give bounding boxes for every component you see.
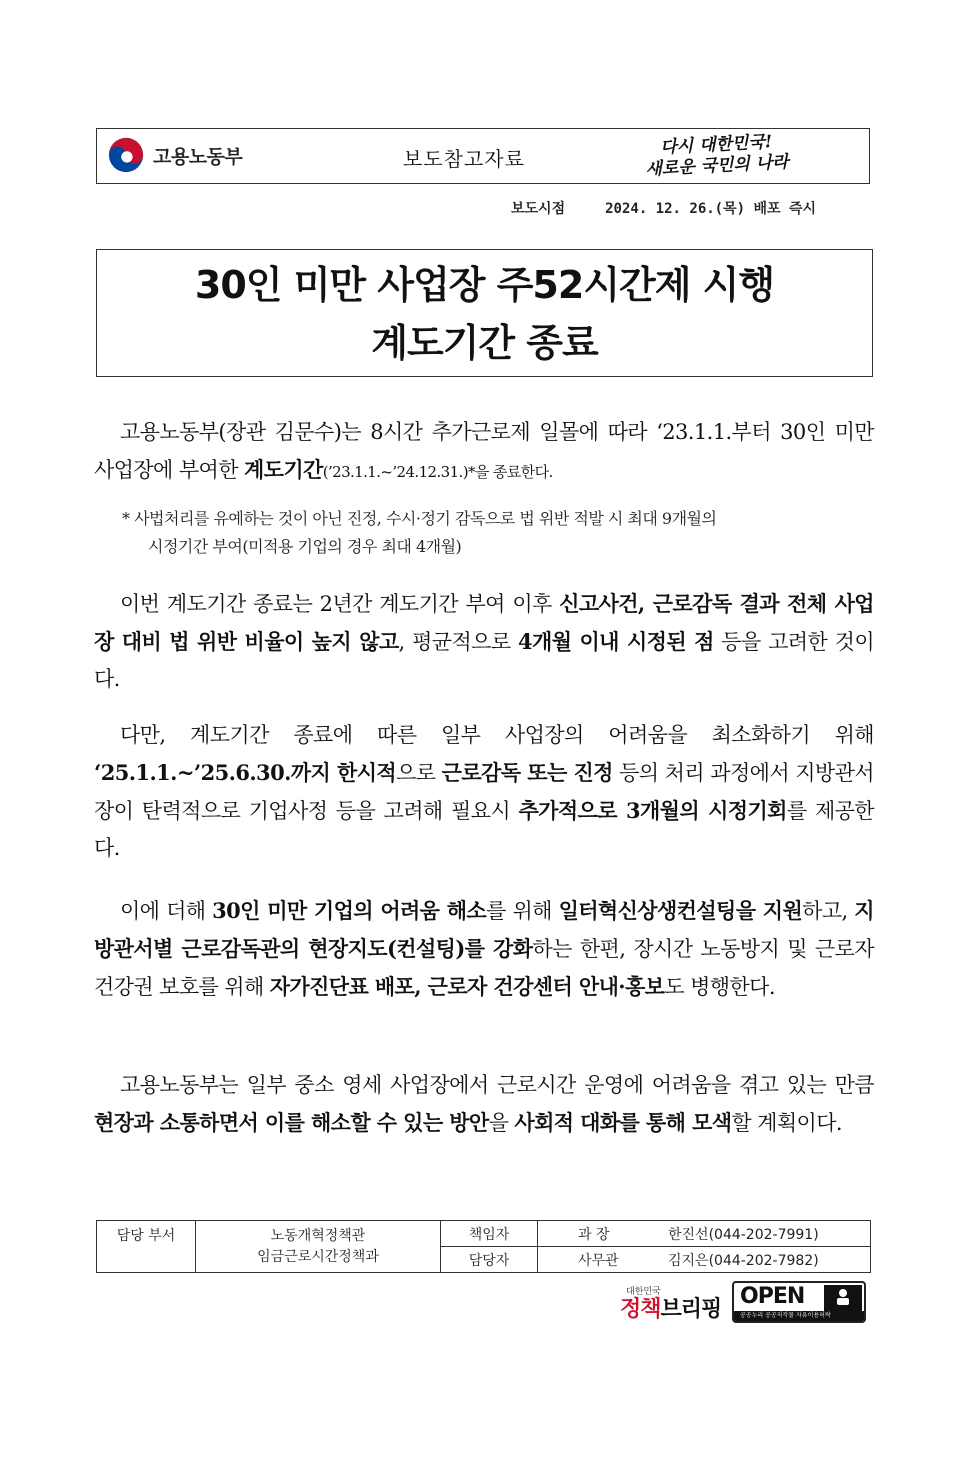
- role-label: 책임자: [441, 1221, 538, 1247]
- bold-span: 추가적으로 3개월의 시정기회: [518, 798, 787, 823]
- text-span: 할 계획이다.: [731, 1111, 842, 1135]
- bold-span: 자가진단표 배포, 근로자 건강센터 안내·홍보: [269, 974, 665, 999]
- paragraph-1: [94, 414, 874, 491]
- brief-main-text: [620, 1297, 724, 1323]
- table-row: [97, 1221, 871, 1247]
- person-info: 한진선(044-202-7991): [668, 1226, 819, 1243]
- slogan-line1: 다시 대한민국!: [659, 132, 773, 158]
- open-bottom-text: 공공누리 공공저작물 자유이용허락: [734, 1311, 864, 1321]
- bold-span: 현장과 소통하면서 이를 해소할 수 있는 방안: [94, 1110, 489, 1135]
- bold-span: 근로감독 또는 진정: [441, 760, 613, 785]
- job-title: 과 장: [578, 1226, 610, 1243]
- bold-span: 일터혁신상생컨설팅을 지원: [558, 898, 803, 923]
- person-icon: [824, 1285, 862, 1313]
- text-span: 을: [488, 1111, 515, 1135]
- paragraph-5: [94, 1067, 874, 1142]
- dept-line2: 임금근로시간정책과: [257, 1248, 379, 1265]
- text-span: 를 위해: [486, 899, 559, 923]
- attribution-badge-icon: [824, 1285, 862, 1313]
- title-box: [96, 249, 873, 377]
- text-span: 하고,: [802, 899, 855, 923]
- person-info: 김지은(044-202-7982): [668, 1252, 819, 1269]
- contact-person: [538, 1221, 871, 1247]
- kogl-open-logo: [732, 1281, 866, 1323]
- press-header: [96, 128, 870, 184]
- bold-span: 계도기간: [243, 457, 323, 482]
- title-line1: 30인 미만 사업장 주52시간제 시행: [194, 263, 775, 307]
- footnote: [122, 505, 874, 561]
- release-label: 보도시점: [511, 201, 566, 217]
- contact-table: [96, 1220, 871, 1273]
- government-emblem-icon: [107, 136, 145, 174]
- contact-person: [538, 1247, 871, 1273]
- paragraph-2: [94, 585, 874, 698]
- policy-briefing-logo: [620, 1284, 724, 1324]
- release-value: 2024. 12. 26.(목) 배포 즉시: [605, 201, 817, 217]
- slogan-line2: 새로운 국민의 나라: [644, 152, 790, 180]
- bold-span: 신고사건, 근로감독 결과 전체 사업장 대비 법 위반 비율이 높지 않고: [94, 591, 874, 654]
- text-span: 하는 한편, 장시간 노동방지 및 근로자 건강권 보호를 위해: [94, 937, 874, 999]
- release-time: [511, 198, 816, 218]
- text-span: 으로: [396, 761, 442, 785]
- bold-span: 30인 미만 기업의 어려움 해소: [212, 898, 487, 923]
- text-span: (’23.1.1.~’24.12.31.)*을 종료한다.: [322, 463, 553, 481]
- brief-small-text: 대한민국: [626, 1287, 661, 1297]
- bold-span: 지방관서별 근로감독관의 현장지도(컨설팅)를 강화: [94, 898, 874, 961]
- paragraph-4: [94, 892, 874, 1006]
- ministry-logo: [107, 136, 242, 174]
- ministry-name: 고용노동부: [153, 145, 243, 168]
- slogan: [644, 127, 864, 186]
- brief-red-text: 정책: [620, 1297, 661, 1322]
- text-span: 다만, 계도기간 종료에 따른 일부 사업장의 어려움을 최소화하기 위해: [120, 723, 874, 747]
- text-span: , 평균적으로: [398, 630, 518, 654]
- footnote-line1: * 사법처리를 유예하는 것이 아닌 진정, 수시·정기 감독으로 법 위반 적발 시 최대 9개월의: [122, 509, 717, 528]
- dept-line1: 노동개혁정책관: [270, 1227, 366, 1244]
- text-span: 등의 처리 과정에서 지방관서장이 탄력적으로 기업사정 등을 고려해 필요시: [94, 761, 874, 823]
- dept-names: [196, 1221, 441, 1273]
- title-line2: 계도기간 종료: [371, 321, 598, 365]
- text-span: 이에 더해: [120, 899, 213, 923]
- job-title: 사무관: [578, 1252, 619, 1269]
- brief-rest-text: 브리핑: [660, 1297, 722, 1322]
- footnote-line2: 시정기간 부여(미적용 기업의 경우 최대 4개월): [148, 537, 462, 556]
- bold-span: 사회적 대화를 통해 모색: [514, 1110, 732, 1135]
- text-span: 도 병행한다.: [664, 975, 775, 999]
- text-span: 를 제공한다.: [94, 799, 874, 860]
- text-span: 이번 계도기간 종료는 2년간 계도기간 부여 이후: [120, 592, 560, 616]
- role-label: 담당자: [441, 1247, 538, 1273]
- dept-label: 담당 부서: [97, 1221, 196, 1273]
- paragraph-3: [94, 717, 874, 867]
- text-span: 고용노동부는 일부 중소 영세 사업장에서 근로시간 운영에 어려움을 겪고 있는 만큼: [120, 1073, 874, 1097]
- bold-span: ‘25.1.1.~’25.6.30.까지 한시적: [94, 760, 397, 785]
- document-type: 보도참고자료: [403, 147, 525, 171]
- text-span: 등을 고려한 것이다.: [94, 630, 875, 691]
- bold-span: 4개월 이내 시정된 점: [518, 629, 714, 654]
- text-span: 고용노동부(장관 김문수)는 8시간 추가근로제 일몰에 따라 ‘23.1.1.부터 30인 미만 사업장에 부여한: [94, 420, 874, 482]
- open-word: OPEN: [740, 1284, 805, 1309]
